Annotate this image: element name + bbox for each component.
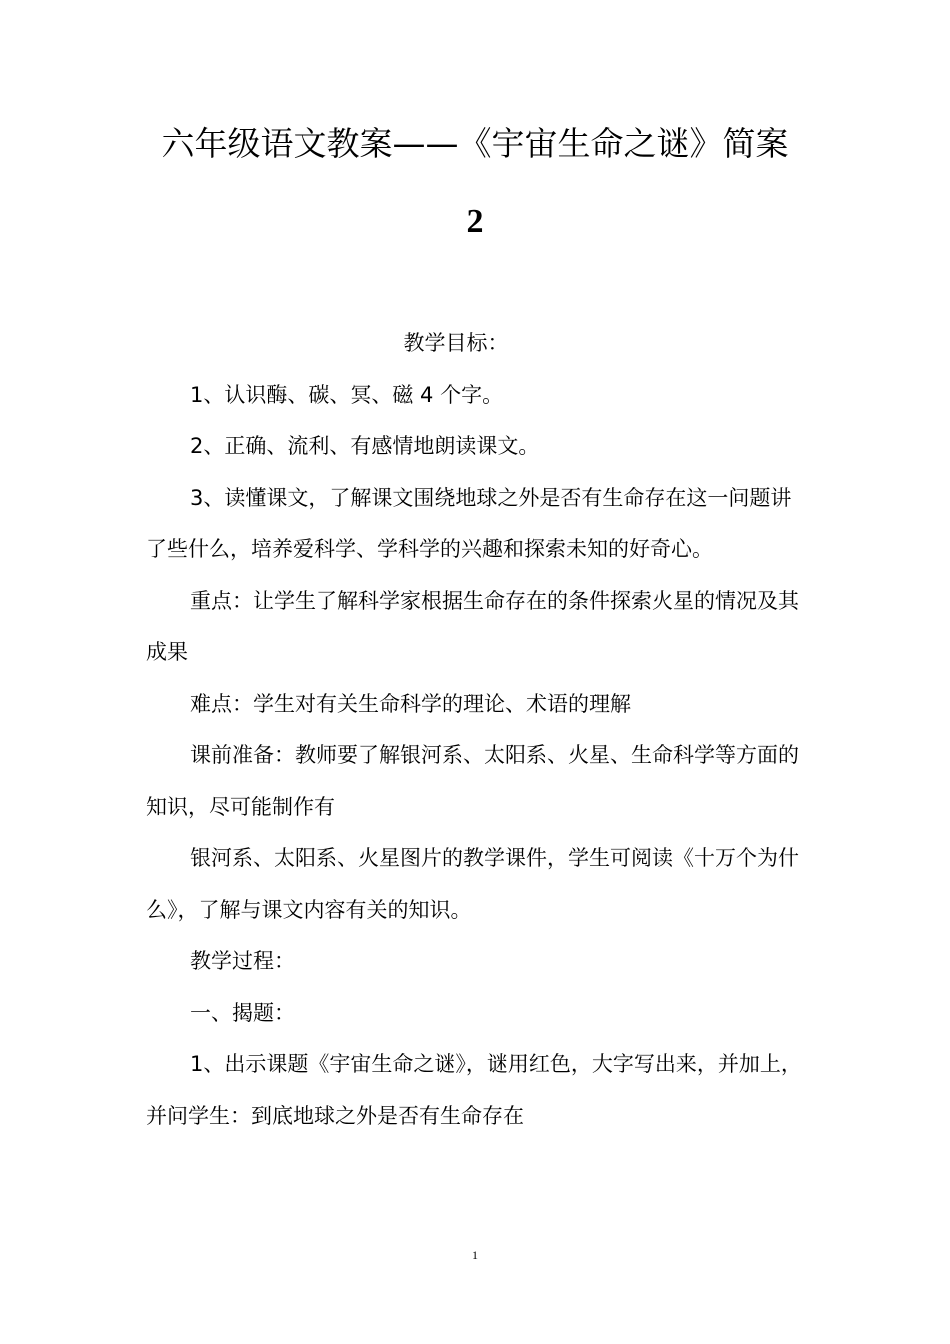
paragraph-difficulties: 难点：学生对有关生命科学的理论、术语的理解 <box>190 691 631 716</box>
paragraph: 1、出示课题《宇宙生命之谜》，谜用红色，大字写出来，并加上，并问学生：到底地球之外是否有生命存在 <box>146 1052 802 1128</box>
paragraph: 3、读懂课文，了解课文围绕地球之外是否有生命存在这一问题讲了些什么，培养爱科学、学科学的兴趣和探索未知的好奇心。 <box>146 485 792 561</box>
paragraph-preparation: 课前准备：教师要了解银河系、太阳系、火星、生命科学等方面的知识，尽可能制作有 <box>146 743 799 819</box>
section-heading-topic: 一、揭题： <box>190 1000 295 1025</box>
page-number: 1 <box>472 1248 478 1262</box>
section-heading-objectives: 教学目标： <box>403 331 509 355</box>
paragraph: 1、认识酶、碳、冥、磁 4 个字。 <box>190 382 504 407</box>
paragraph: 银河系、太阳系、火星图片的教学课件，学生可阅读《十万个为什么》，了解与课文内容有关的知识。 <box>146 846 799 922</box>
paragraph-key-points: 重点：让学生了解科学家根据生命存在的条件探索火星的情况及其成果 <box>146 588 799 664</box>
paragraph: 2、正确、流利、有感情地朗读课文。 <box>190 434 540 458</box>
document-title-number: 2 <box>466 203 484 240</box>
document-body <box>146 318 806 1142</box>
document-title: 六年级语文教案——《宇宙生命之谜》简案 <box>161 124 789 163</box>
section-heading-process: 教学过程： <box>190 949 295 973</box>
